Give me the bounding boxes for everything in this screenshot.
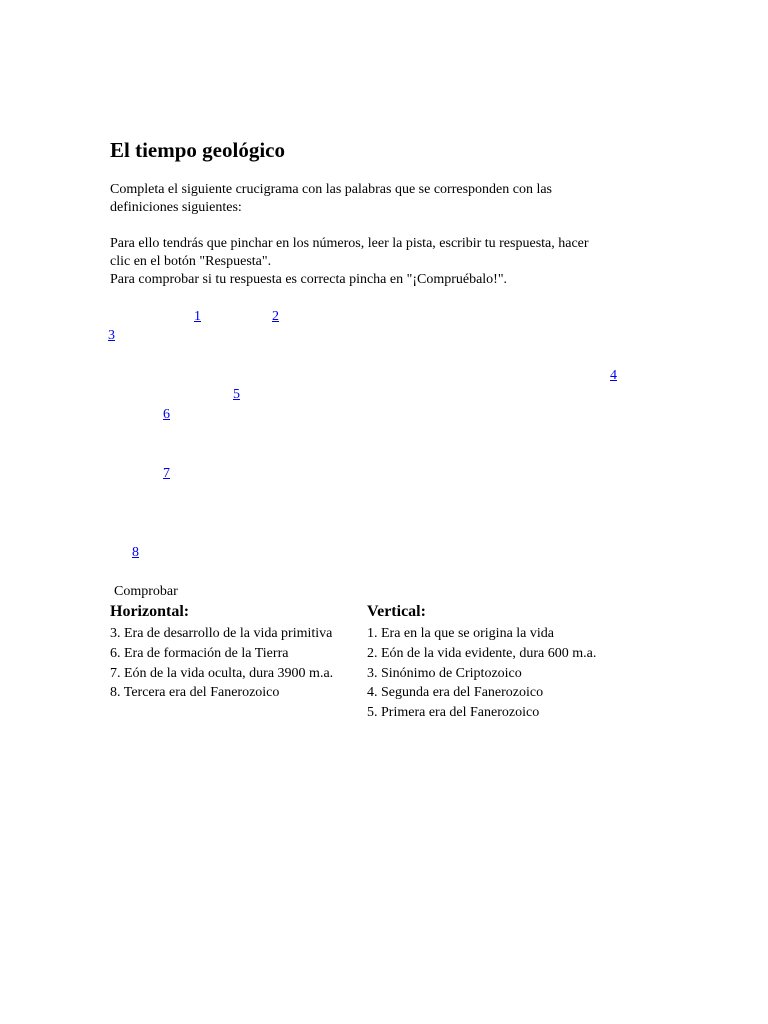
crossword-number-2-link[interactable]: 2 xyxy=(272,309,279,324)
intro-text xyxy=(110,181,670,217)
clue-item: 7. Eón de la vida oculta, dura 3900 m.a. xyxy=(110,665,334,681)
crossword-number-4-link[interactable]: 4 xyxy=(610,368,617,383)
clue-item: 8. Tercera era del Fanerozoico xyxy=(110,685,280,701)
vertical-clues xyxy=(367,602,622,723)
clue-item: 6. Era de formación de la Tierra xyxy=(110,645,289,661)
intro-line: definiciones siguientes: xyxy=(110,200,242,215)
instructions-line: clic en el botón "Respuesta". xyxy=(110,254,272,269)
instructions-line: Para comprobar si tu respuesta es correcta pincha en "¡Compruébalo!". xyxy=(110,272,508,287)
crossword-number-1-link[interactable]: 1 xyxy=(194,309,201,324)
horizontal-clues xyxy=(110,602,365,703)
vertical-clue-list xyxy=(367,624,622,723)
page-title: El tiempo geológico xyxy=(110,138,285,162)
crossword-number-7-link[interactable]: 7 xyxy=(163,466,170,481)
clue-item: 2. Eón de la vida evidente, dura 600 m.a. xyxy=(367,645,597,661)
crossword-number-3-link[interactable]: 3 xyxy=(108,328,115,343)
crossword-number-8-link[interactable]: 8 xyxy=(132,545,139,560)
horizontal-heading: Horizontal: xyxy=(110,603,190,620)
clue-item: 3. Sinónimo de Criptozoico xyxy=(367,665,522,681)
horizontal-clue-list xyxy=(110,624,365,703)
instructions-text xyxy=(110,235,670,289)
clue-item: 1. Era en la que se origina la vida xyxy=(367,626,554,641)
crossword-number-5-link[interactable]: 5 xyxy=(233,387,240,402)
vertical-heading: Vertical: xyxy=(367,603,426,620)
clue-item: 3. Era de desarrollo de la vida primitiva xyxy=(110,626,333,641)
crossword-number-6-link[interactable]: 6 xyxy=(163,407,170,422)
check-button[interactable]: Comprobar xyxy=(114,584,178,599)
instructions-line: Para ello tendrás que pinchar en los números, leer la pista, escribir tu respuesta, hacer xyxy=(110,236,589,251)
clue-item: 4. Segunda era del Fanerozoico xyxy=(367,685,544,701)
intro-line: Completa el siguiente crucigrama con las palabras que se corresponden con las xyxy=(110,182,553,197)
clue-item: 5. Primera era del Fanerozoico xyxy=(367,705,540,721)
